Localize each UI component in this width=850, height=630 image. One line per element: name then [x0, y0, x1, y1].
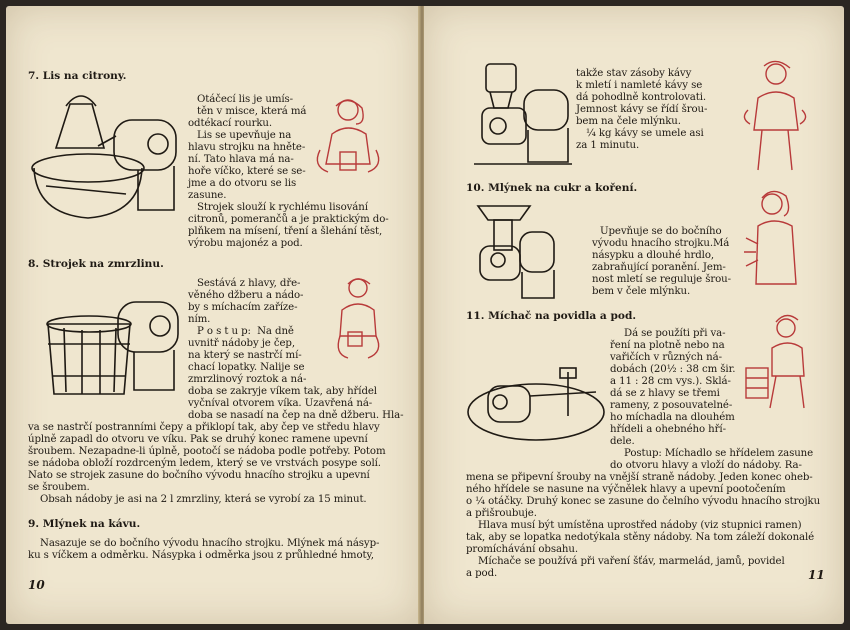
lemon-press-illustration [26, 86, 186, 226]
s8-line-11: vyčníval otvorem víka. Uzavřená ná- [188, 398, 373, 409]
woman-figure-2-illustration [328, 274, 388, 364]
page-number-left: 10 [28, 578, 45, 592]
s11-postup-2: do otvoru hlavy a vloží do nádoby. Ra- [610, 460, 802, 471]
s11-line-3: vařičích v různých ná- [610, 352, 722, 363]
s7-line-8: jme a do otvoru se lis [188, 178, 297, 189]
s11-wide-2: ného hřídele se nasune na výčnělek hlavy a upevní pootočením [466, 484, 786, 495]
s8-line-2: věného džberu a nádo- [188, 290, 304, 301]
page-number-right: 11 [808, 568, 825, 582]
s8-line-12: doba se nasadí na čep na dně džberu. Hla- [188, 410, 404, 421]
heading-jam-mixer: 11. Míchač na povidla a pod. [466, 310, 637, 322]
left-page [6, 6, 420, 624]
s10-line-5: nost mletí se reguluje šrou- [592, 274, 731, 285]
s8-wide-2: úplně zapadl do otvoru ve víku. Pak se druhý konec ramene upevní [28, 434, 368, 445]
s8-line-8: chací lopatky. Nalije se [188, 362, 305, 373]
woman-figure-1-illustration [310, 94, 386, 184]
s11-wide-5: Hlava musí být umístěna uprostřed nádoby (viz stupnici ramen) [478, 520, 802, 531]
woman-figure-4-illustration [742, 188, 812, 290]
s11-postup-1: Postup: Míchadlo se hřídelem zasune [624, 448, 814, 459]
s8-line-3: by s míchacím zaříze- [188, 302, 298, 313]
s7-line-9: zasune. [188, 190, 227, 201]
s9cont-line-3: dá pohodlně kontrolovati. [576, 92, 707, 103]
s9-line-1: Nasazuje se do bočního vývodu hnacího strojku. Mlýnek má násyp- [40, 538, 380, 549]
heading-lemon-press: 7. Lis na citrony. [28, 70, 127, 82]
woman-figure-5-illustration [742, 312, 814, 412]
s7-line-13: výrobu majonéz a pod. [188, 238, 303, 249]
s8-wide-6: se šroubem. [28, 482, 90, 493]
s7-line-5: hlavu strojku na hněte- [188, 142, 306, 153]
s7-line-4: Lis se upevňuje na [197, 130, 292, 141]
s7-line-1: Otáčecí lis je umís- [197, 94, 294, 105]
s9cont-line-5: bem na čele mlýnku. [576, 116, 681, 127]
s11-wide-9: a pod. [466, 568, 498, 579]
ice-cream-maker-illustration [34, 294, 184, 404]
s8-line-4: ním. [188, 314, 211, 325]
s11-line-7: rameny, z posouvatelné- [610, 400, 733, 411]
s8-wide-1: va se nastrčí postranními čepy a přiklopí tak, aby čep ve středu hlavy [28, 422, 380, 433]
s7-line-6: ní. Tato hlava má na- [188, 154, 294, 165]
s7-line-10: Strojek slouží k rychlému lisování [197, 202, 368, 213]
s11-line-6: dá se z hlavy se třemi [610, 388, 720, 399]
s11-wide-1: mena se připevní šrouby na vnější straně nádoby. Jeden konec oheb- [466, 472, 813, 483]
s7-line-12: plňkem na mísení, tření a šlehání těst, [188, 226, 383, 237]
book-spread [6, 6, 844, 624]
s8-line-5: P o s t u p: Na dně [197, 326, 294, 337]
s9cont-line-4: Jemnost kávy se řídí šrou- [576, 104, 708, 115]
s11-wide-8: Míchače se používá při vaření šťáv, marmelád, jamů, povidel [478, 556, 785, 567]
right-page [424, 6, 844, 624]
coffee-grinder-illustration [468, 60, 578, 172]
s9-line-2: ku s víčkem a odměrku. Násypka i odměrka jsou z průhledné hmoty, [28, 550, 374, 561]
s7-line-7: hoře víčko, které se se- [188, 166, 306, 177]
s10-line-4: zabraňující poranění. Jem- [592, 262, 726, 273]
s11-wide-6: tak, aby se lopatka nedotýkala stěny nádoby. Na tom záleží dokonalé [466, 532, 815, 543]
s11-line-5: a 11 : 28 cm vys.). Sklá- [610, 376, 731, 387]
s9cont-line-1: takže stav zásoby kávy [576, 68, 692, 79]
s10-line-1: Upevňuje se do bočního [600, 226, 722, 237]
s11-wide-4: a přišroubuje. [466, 508, 537, 519]
jam-mixer-illustration [464, 362, 614, 446]
s11-line-10: dele. [610, 436, 635, 447]
s7-line-2: těn v misce, která má [197, 106, 307, 117]
s10-line-2: vývodu hnacího strojku.Má [592, 238, 730, 249]
s11-wide-7: promíchávání obsahu. [466, 544, 578, 555]
s8-wide-3: šroubem. Nezapadne-li úplně, pootočí se nádoba podle potřeby. Potom [28, 446, 386, 457]
s10-line-6: bem v čele mlýnku. [592, 286, 691, 297]
s9cont-line-6: ¼ kg kávy se umele asi [586, 128, 704, 139]
heading-coffee-grinder: 9. Mlýnek na kávu. [28, 518, 141, 530]
s11-line-8: ho míchadla na dlouhém [610, 412, 735, 423]
sugar-mill-illustration [470, 202, 560, 302]
s11-line-4: dobách (20½ : 38 cm šir. [610, 364, 736, 375]
s7-line-11: citronů, pomerančů a je praktickým do- [188, 214, 389, 225]
s8-wide-5: Nato se strojek zasune do bočního vývodu hnacího strojku a upevní [28, 470, 370, 481]
s8-line-9: zmrzlinový roztok a ná- [188, 374, 307, 385]
s11-line-2: ření na plotně nebo na [610, 340, 725, 351]
s11-line-9: hřídeli a ohebného hří- [610, 424, 726, 435]
s10-line-3: násypku a dlouhé hrdlo, [592, 250, 715, 261]
s11-wide-3: o ¼ otáčky. Druhý konec se zasune do čelního vývodu hnacího strojku [466, 496, 821, 507]
s8-line-7: na který se nastrčí mí- [188, 350, 302, 361]
woman-figure-3-illustration [740, 58, 810, 174]
s8-line-1: Sestává z hlavy, dře- [197, 278, 301, 289]
s8-wide-7: Obsah nádoby je asi na 2 l zmrzliny, která se vyrobí za 15 minut. [40, 494, 367, 505]
s8-wide-4: se nádoba obloží rozdrceným ledem, který se ve vrstvách posype solí. [28, 458, 381, 469]
heading-ice-cream-maker: 8. Strojek na zmrzlinu. [28, 258, 164, 270]
s7-line-3: odtékací rourku. [188, 118, 273, 129]
s8-line-6: uvnitř nádoby je čep, [188, 338, 295, 349]
s9cont-line-7: za 1 minutu. [576, 140, 640, 151]
s9cont-line-2: k mletí i namleté kávy se [576, 80, 703, 91]
s8-line-10: doba se zakryje víkem tak, aby hřídel [188, 386, 377, 397]
s11-line-1: Dá se použíti při va- [624, 328, 726, 339]
heading-sugar-spice-mill: 10. Mlýnek na cukr a koření. [466, 182, 638, 194]
